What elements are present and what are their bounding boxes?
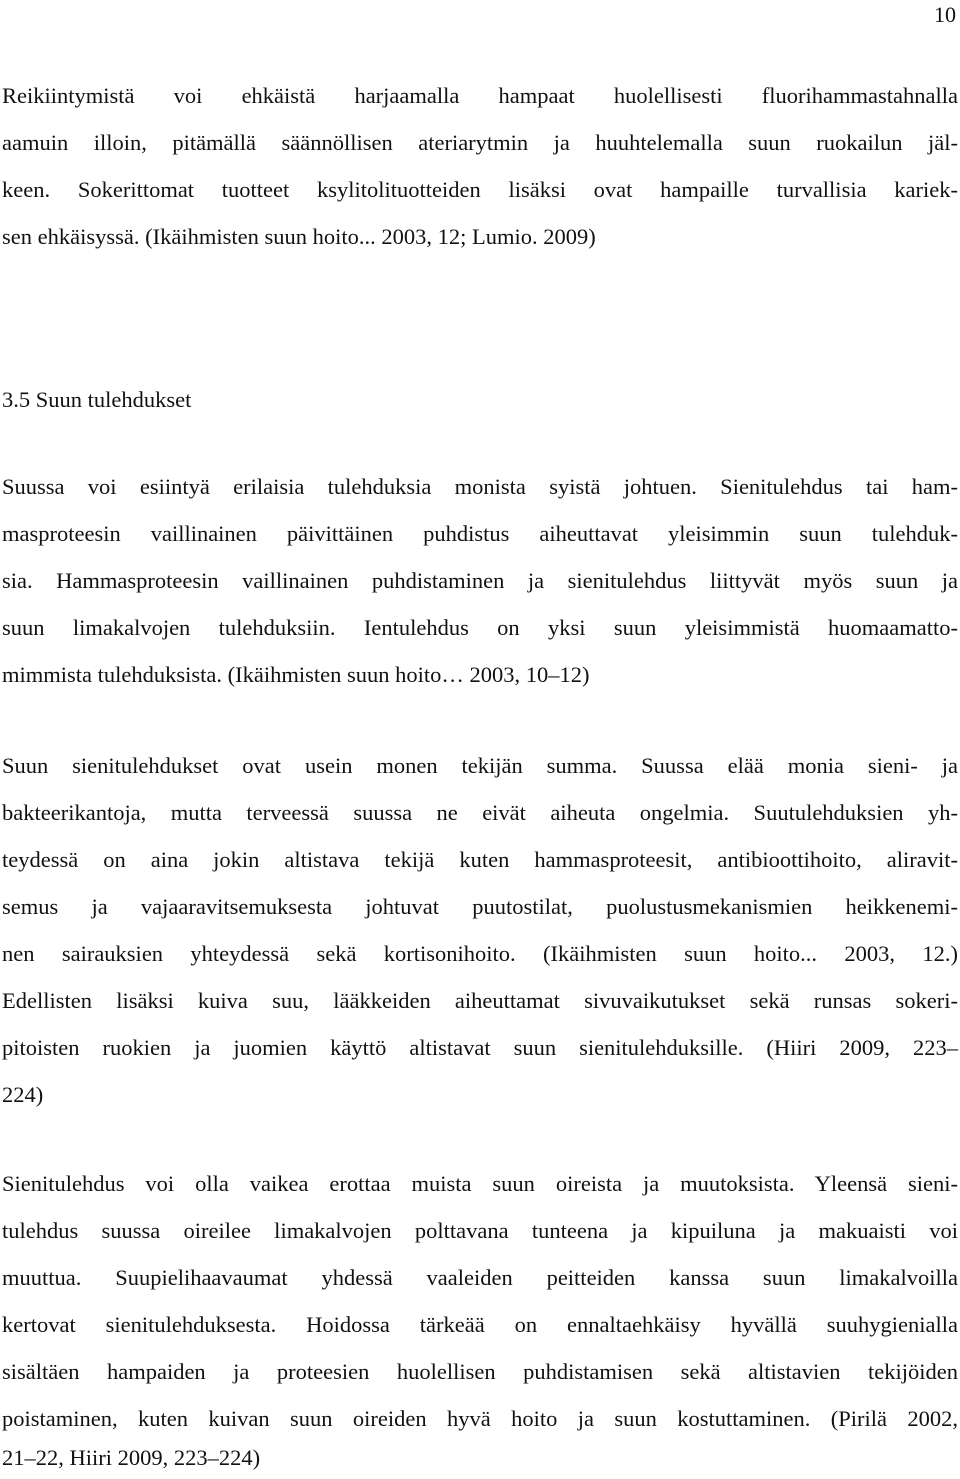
text-line: teydessä on aina jokin altistava tekijä kuten hammasproteesit, antibioottihoito, aliravit-: [2, 847, 958, 872]
text-line: muuttua. Suupielihaavaumat yhdessä vaaleiden peitteiden kanssa suun limakalvoilla: [2, 1265, 958, 1290]
text-line: Suun sienitulehdukset ovat usein monen tekijän summa. Suussa elää monia sieni- ja: [2, 753, 958, 778]
section-heading: 3.5 Suun tulehdukset: [2, 387, 192, 412]
text-line: Reikiintymistä voi ehkäistä harjaamalla hampaat huolellisesti fluorihammastahnalla: [2, 83, 958, 108]
text-line: semus ja vajaaravitsemuksesta johtuvat puutostilat, puolustusmekanismien heikkenemi-: [2, 894, 958, 919]
text-line: sisältäen hampaiden ja proteesien huolellisen puhdistamisen sekä altistavien tekijöiden: [2, 1359, 958, 1384]
text-line: poistaminen, kuten kuivan suun oireiden hyvä hoito ja suun kostuttaminen. (Pirilä 2002,: [2, 1406, 958, 1431]
text-line: 21–22, Hiiri 2009, 223–224): [2, 1445, 261, 1470]
text-line: sen ehkäisyssä. (Ikäihmisten suun hoito... 2003, 12; Lumio. 2009): [2, 224, 596, 249]
text-line: Edellisten lisäksi kuiva suu, lääkkeiden aiheuttamat sivuvaikutukset sekä runsas sokeri-: [2, 988, 958, 1013]
text-line: Suussa voi esiintyä erilaisia tulehduksia monista syistä johtuen. Sienitulehdus tai ham-: [2, 474, 958, 499]
text-line: suun limakalvojen tulehduksiin. Ientulehdus on yksi suun yleisimmistä huomaamatto-: [2, 615, 958, 640]
text-line: tulehdus suussa oireilee limakalvojen polttavana tunteena ja kipuiluna ja makuaisti voi: [2, 1218, 958, 1243]
text-line: mimmista tulehduksista. (Ikäihmisten suun hoito… 2003, 10–12): [2, 662, 590, 687]
text-line: masproteesin vaillinainen päivittäinen puhdistus aiheuttavat yleisimmin suun tulehduk-: [2, 521, 958, 546]
text-line: bakteerikantoja, mutta terveessä suussa ne eivät aiheuta ongelmia. Suutulehduksien yh-: [2, 800, 958, 825]
text-line: pitoisten ruokien ja juomien käyttö altistavat suun sienitulehduksille. (Hiiri 2009, 223–: [2, 1035, 958, 1060]
text-line: Sienitulehdus voi olla vaikea erottaa muista suun oireista ja muutoksista. Yleensä sieni-: [2, 1171, 958, 1196]
text-line: keen. Sokerittomat tuotteet ksylitolituotteiden lisäksi ovat hampaille turvallisia kariek-: [2, 177, 958, 202]
page-number: 10: [934, 2, 956, 27]
text-line: sia. Hammasproteesin vaillinainen puhdistaminen ja sienitulehdus liittyvät myös suun ja: [2, 568, 958, 593]
text-line: aamuin illoin, pitämällä säännöllisen ateriarytmin ja huuhtelemalla suun ruokailun jäl-: [2, 130, 958, 155]
text-line: kertovat sienitulehduksesta. Hoidossa tärkeää on ennaltaehkäisy hyvällä suuhygienialla: [2, 1312, 958, 1337]
text-line: nen sairauksien yhteydessä sekä kortisonihoito. (Ikäihmisten suun hoito... 2003, 12.): [2, 941, 958, 966]
text-line: 224): [2, 1082, 44, 1107]
